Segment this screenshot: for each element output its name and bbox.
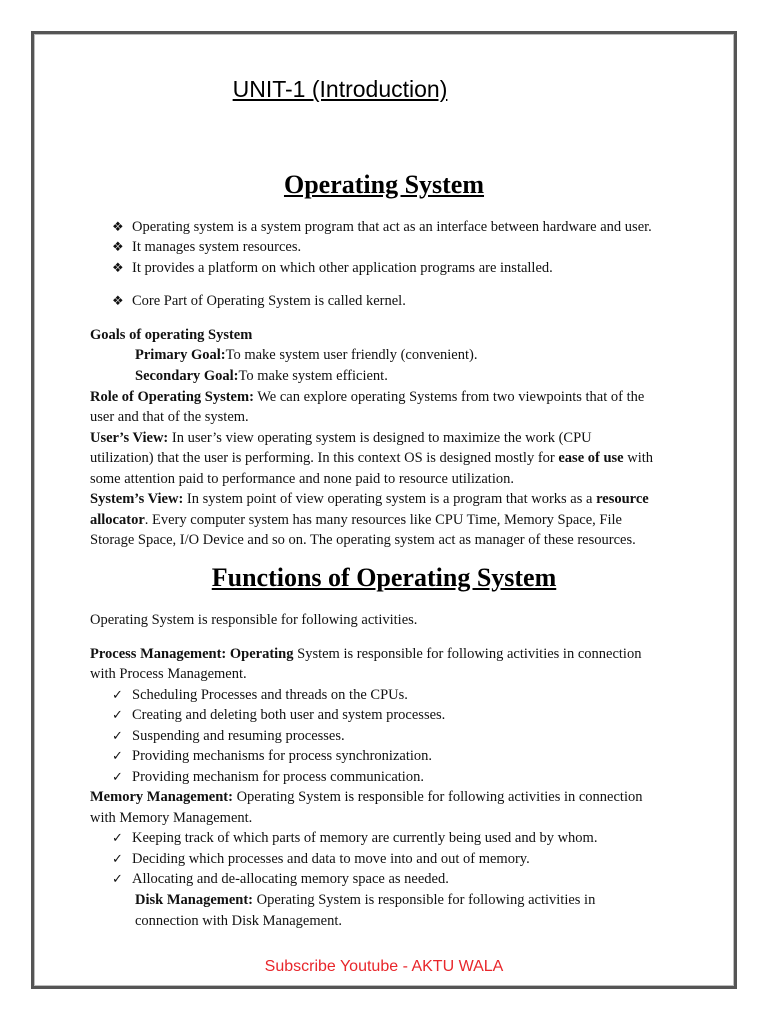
diamond-bullet-icon: ❖ [112, 220, 124, 235]
list-item: ✓ Suspending and resuming processes. [112, 726, 345, 747]
diamond-bullet-icon: ❖ [112, 240, 124, 255]
memory-mgmt-line-1: Memory Management: Operating System is responsible for following activities in connection [90, 789, 643, 805]
disk-mgmt-line-1: Disk Management: Operating System is responsible for following activities in [135, 892, 596, 908]
systems-view-line-1: System’s View: In system point of view operating system is a program that works as a resource [90, 491, 649, 507]
list-item: ❖ It manages system resources. [112, 237, 301, 258]
systems-view-line-3: Storage Space, I/O Device and so on. The operating system act as manager of these resources. [90, 532, 636, 548]
primary-goal: Primary Goal:To make system user friendly (convenient). [135, 347, 478, 363]
subscribe-banner: Subscribe Youtube - AKTU WALA [264, 958, 504, 975]
role-paragraph-line-1: Role of Operating System: We can explore operating Systems from two viewpoints that of the [90, 389, 645, 405]
secondary-goal: Secondary Goal:To make system efficient. [135, 368, 388, 384]
check-icon: ✓ [112, 831, 123, 846]
check-icon: ✓ [112, 770, 123, 785]
functions-heading: Functions of Operating System [211, 563, 557, 592]
disk-mgmt-line-2: connection with Disk Management. [135, 913, 342, 929]
diamond-bullet-icon: ❖ [112, 294, 124, 309]
list-item: ✓ Allocating and de-allocating memory space as needed. [112, 869, 449, 890]
list-item: ✓ Creating and deleting both user and system processes. [112, 705, 445, 726]
check-icon: ✓ [112, 708, 123, 723]
list-item: ✓ Providing mechanism for process communication. [112, 767, 424, 788]
systems-view-line-2: allocator. Every computer system has many resources like CPU Time, Memory Space, File [90, 512, 622, 528]
os-heading: Operating System [283, 170, 485, 199]
list-item: ✓ Deciding which processes and data to move into and out of memory. [112, 849, 530, 870]
check-icon: ✓ [112, 852, 123, 867]
list-item: ✓ Providing mechanisms for process synchronization. [112, 746, 432, 767]
users-view-line-1: User’s View: In user’s view operating system is designed to maximize the work (CPU [90, 430, 592, 446]
check-icon: ✓ [112, 729, 123, 744]
check-icon: ✓ [112, 749, 123, 764]
list-item: ❖ Operating system is a system program that act as an interface between hardware and user. [112, 217, 652, 238]
role-paragraph-line-2: user and that of the system. [90, 409, 249, 425]
users-view-line-3: some attention paid to performance and none paid to resource utilization. [90, 471, 514, 487]
process-mgmt-line-1: Process Management: Operating System is responsible for following activities in connection [90, 646, 642, 662]
check-icon: ✓ [112, 688, 123, 703]
diamond-bullet-icon: ❖ [112, 261, 124, 276]
check-icon: ✓ [112, 872, 123, 887]
memory-mgmt-line-2: with Memory Management. [90, 810, 253, 826]
process-mgmt-line-2: with Process Management. [90, 666, 247, 682]
users-view-line-2: utilization) that the user is performing. In this context OS is designed mostly for ease of use with [90, 450, 654, 466]
list-item: ❖ Core Part of Operating System is called kernel. [112, 291, 406, 312]
list-item: ✓ Keeping track of which parts of memory are currently being used and by whom. [112, 828, 597, 849]
goals-heading: Goals of operating System [90, 327, 253, 343]
list-item: ❖ It provides a platform on which other application programs are installed. [112, 258, 553, 279]
functions-intro: Operating System is responsible for following activities. [90, 612, 418, 628]
unit-title: UNIT-1 (Introduction) [232, 76, 448, 102]
list-item: ✓ Scheduling Processes and threads on the CPUs. [112, 685, 408, 706]
